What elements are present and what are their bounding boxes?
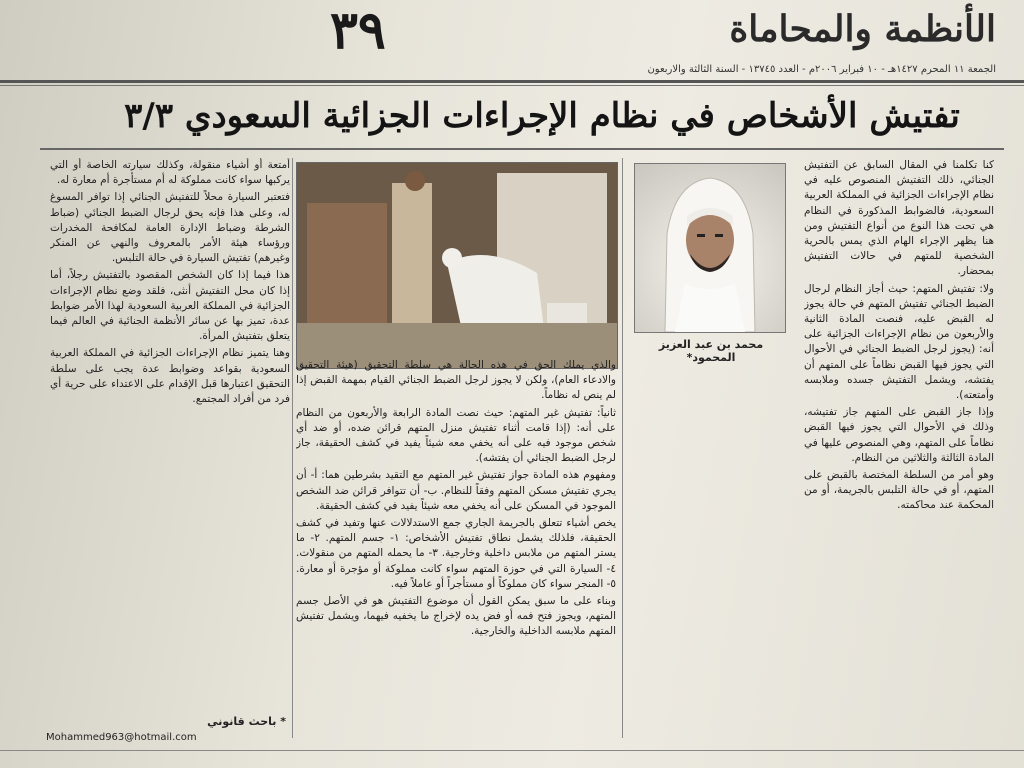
masthead-rule — [0, 80, 1024, 83]
left-paragraph: أمتعة أو أشياء منقولة، وكذلك سيارته الخاصة أو التي يركبها سواء كانت مملوكة له أم مستأجرة أم معارة له. — [50, 159, 290, 187]
left-paragraph: وهنا يتميز نظام الإجراءات الجزائية في المملكة العربية السعودية بقواعد وضوابط عدة يجب على سلطة التحقيق اعتبارها قبل الإقدام على الاعتداء على حرية أي فرد من أفراد المجتمع. — [50, 347, 290, 406]
masthead-rule-thin — [0, 85, 1024, 86]
right-paragraph: كنا تكلمنا في المقال السابق عن التفتيش الجنائي، ذلك التفتيش المنصوص عليه في نظام الإجراءات الجزائية في المملكة العربية السعودية، فالضوابط المذكورة في النظام هي تحت هذا النوع من أنواع التفتيش ومن هنا يظهر الإجراء الهام الذي يمس بالحرية الشخصية للمتهم في حالات التفتيش بمحضار. — [804, 159, 994, 278]
middle-paragraph: والذي يملك الحق في هذه الحالة هي سلطة التحقيق (هيئة التحقيق والادعاء العام)، ولكن لا يجوز لرجل الضبط الجنائي القيام بمهمة القبض إذا لم ينص له نظاماً. — [296, 359, 616, 402]
headline-rule — [40, 148, 1004, 150]
bottom-rule — [0, 750, 1024, 751]
middle-column — [296, 358, 616, 743]
column-divider — [622, 158, 623, 738]
column-divider — [292, 158, 293, 738]
right-paragraph: وهو أمر من السلطة المختصة بالقبض على المتهم، أو في حالة التلبس بالجريمة، أو من المحكمة عند محاكمته. — [804, 469, 994, 512]
author-photo — [634, 163, 786, 333]
author-signature: * باحث قانوني — [207, 715, 286, 728]
left-column — [50, 158, 290, 718]
author-email: Mohammed963@hotmail.com — [46, 732, 197, 743]
issue-line: الجمعة ١١ المحرم ١٤٢٧هـ - ١٠ فبراير ٢٠٠٦م - العدد ١٣٧٤٥ - السنة الثالثة والاربعون — [647, 64, 996, 75]
middle-paragraph: يخص أشياء تتعلق بالجريمة الجاري جمع الاستدلالات عنها وتفيد في كشف الحقيقة، فلذلك يشمل نطاق تفتيش الأشخاص: ١- جسم المتهم. ٢- ما يستر المتهم من ملابس داخلية وخارجية. ٣- ما يحمله المتهم من منقولات. ٤- السيارة التي في حوزة المتهم سواء كانت مملوكة أو مؤجرة أو معارة. ٥- المنجر سواء كان مملوكاً أو مستأجراً أو عاملاً فيه. — [296, 517, 616, 590]
section-title: الأنظمة والمحاماة — [729, 8, 996, 50]
middle-paragraph: وبناء على ما سبق يمكن القول أن موضوع التفتيش هو في الأصل جسم المتهم، ويجوز فتح فمه أو فض يده لإخراج ما يخفيه فيهما، ويشمل تفتيش المتهم ملابسه الداخلية والخارجية. — [296, 595, 616, 638]
right-paragraph: ولا: تفتيش المتهم: حيث أجاز النظام لرجال الضبط الجنائي تفتيش المتهم في حالة يجوز له القبض عليه، فنصت المادة الثانية والأربعون من نظام الإجراءات الجزائية على أنه: (يجوز لرجل الضبط الجنائي في الأحوال التي يجوز فيها القبض نظاماً على المتهم أن يفتشه، ويشمل التفتيش جسده وملابسه وأمتعته). — [804, 282, 994, 402]
right-column — [804, 158, 994, 728]
middle-paragraph: ثانياً: تفتيش غير المتهم: حيث نصت المادة الرابعة والأربعون من النظام على أنه: (إذا قامت أثناء تفتيش منزل المتهم قرائن ضده، أو ضد أي شخص موجود فيه على أنه يخفي معه شيئاً يفيد في كشف الحقيقة، جاز لرجل الضبط الجنائي أن يفتشه). — [296, 406, 616, 465]
right-paragraph: وإذا جاز القبض على المتهم جاز تفتيشه، وذلك في الأحوال التي يجوز فيها القبض نظاماً على المتهم، وهي المنصوص عليها في المادة الثالثة والثلاثين من النظام. — [804, 406, 994, 464]
article-headline: تفتيش الأشخاص في نظام الإجراءات الجزائية السعودي ٣/٣ — [124, 96, 960, 136]
author-caption: محمد بن عبد العزيز المحمود* — [658, 338, 764, 364]
page-number: ٣٩ — [330, 0, 386, 61]
left-paragraph: هذا فيما إذا كان الشخص المقصود بالتفتيش رجلاً، أما إذا كان محل التفتيش أنثى، فلقد وضع نظام الإجراءات الجزائية في المملكة العربية السعودية لهذا الأمر ضوابط عدة، تميز بها عن سائر الأنظمة الجنائية في العالم فيما يتعلق بتفتيش المرأة. — [50, 269, 290, 343]
inspection-photo — [296, 162, 618, 369]
left-paragraph: فتعتبر السيارة محلاً للتفتيش الجنائي إذا توافر المسوغ له، وعلى هذا فإنه يحق لرجال الضبط الجنائي (ضباط الشرطة وضباط الإدارة العامة لمكافحة المخدرات ورؤساء هيئة الأمر بالمعروف والنهي عن المنكر وغيرهم) تفتيش السيارة في حالة التلبس. — [50, 191, 290, 265]
middle-paragraph: ومفهوم هذه المادة جواز تفتيش غير المتهم مع التقيد بشرطين هما: أ- أن يجري تفتيش مسكن المتهم وفقاً للنظام. ب- أن تتوافر قرائن ضد الشخص الموجود في المسكن على أنه يخفي معه شيئاً يفيد في كشف الحقيقة. — [296, 469, 616, 512]
